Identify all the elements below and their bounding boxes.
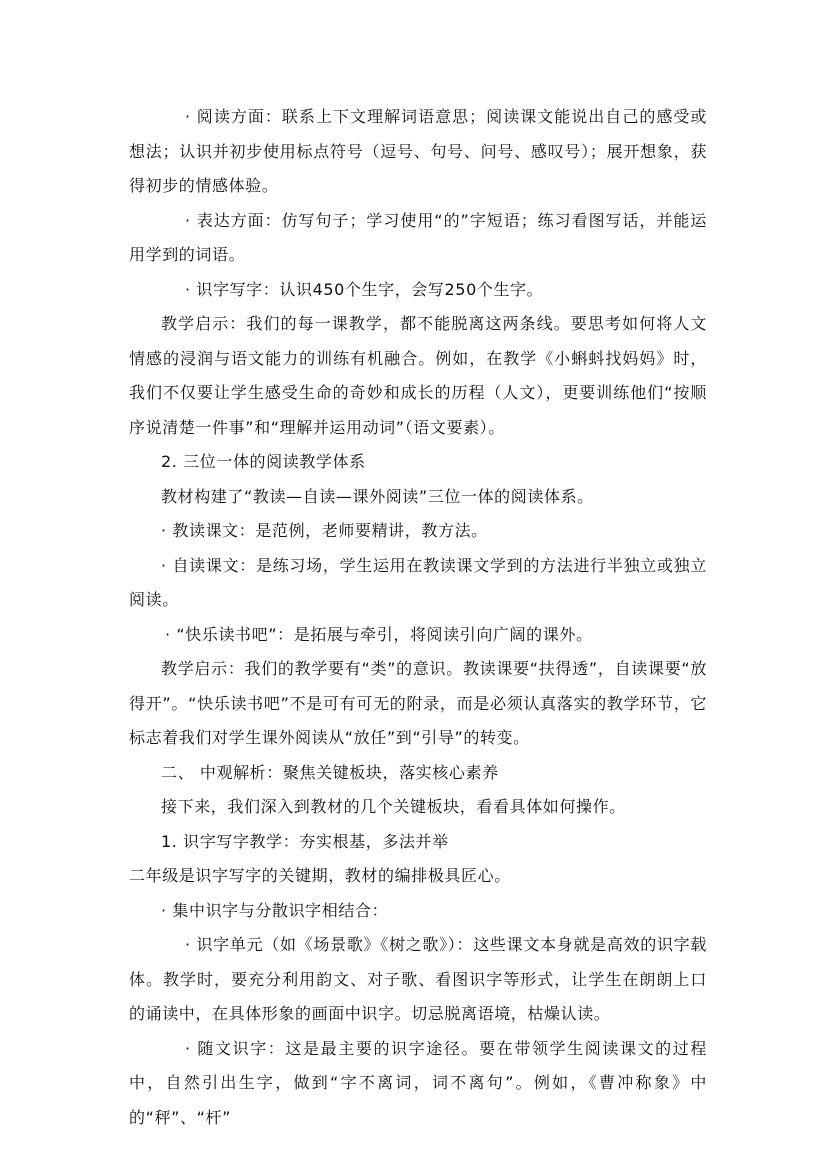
paragraph-intro-key-blocks: 接下来，我们深入到教材的几个关键板块，看看具体如何操作。: [161, 797, 626, 816]
list-item-self-reading: · 自读课文：是练习场，学生运用在教读课文学到的方法进行半独立或独立阅读。: [129, 555, 707, 609]
section-heading-meso-analysis: 二、 中观解析：聚焦关键板块，落实核心素养: [161, 762, 499, 782]
list-item-happy-reading: · “快乐读书吧”：是拓展与牵引，将阅读引向广阔的课外。: [165, 624, 593, 644]
paragraph-teaching-insight-2: 教学启示：我们的教学要有“类”的意识。教读课要“扶得透”，自读课要“放得开”。“快乐读书吧”不是可有可无的附录，而是必须认真落实的教学环节，它标志着我们对学生课外阅读从“放任”到“引导”的转变。: [129, 659, 707, 747]
list-item-guided-reading: · 教读课文：是范例，老师要精讲，教方法。: [161, 521, 488, 540]
section-heading-literacy-teaching: 1. 识字写字教学：夯实根基，多法并举: [161, 831, 449, 851]
list-item-literacy-units: · 识字单元（如《场景歌》《树之歌》）：这些课文本身就是高效的识字载体。教学时，要充分利用韵文、对子歌、看图识字等形式，让学生在朗朗上口的诵读中，在具体形象的画面中识字。切忌脱离语境，枯燥认读。: [129, 935, 707, 1023]
paragraph-grade-two-literacy: 二年级是识字写字的关键期，教材的编排极具匠心。: [129, 866, 511, 885]
paragraph-teaching-insight-1: 教学启示：我们的每一课教学，都不能脱离这两条线。要思考如何将人文情感的浸润与语文能力的训练有机融合。例如，在教学《小蝌蚪找妈妈》时，我们不仅要让学生感受生命的奇妙和成长的历程（人文），更要训练他们“按顺序说清楚一件事”和“理解并运用动词”（语文要素）。: [129, 314, 707, 437]
paragraph-expression-goals: · 表达方面：仿写句子；学习使用“的”字短语；练习看图写话，并能运用学到的词语。: [129, 210, 707, 264]
paragraph-literacy-goals: · 识字写字：认识450个生字，会写250个生字。: [185, 279, 544, 299]
paragraph-reading-goals: · 阅读方面：联系上下文理解词语意思；阅读课文能说出自己的感受或想法；认识并初步使用标点符号（逗号、句号、问号、感叹号）；展开想象，获得初步的情感体验。: [129, 107, 707, 195]
section-heading-reading-system: 2. 三位一体的阅读教学体系: [161, 452, 366, 471]
paragraph-reading-system: 教材构建了“教读—自读—课外阅读”三位一体的阅读体系。: [161, 486, 594, 506]
document-body: [129, 100, 707, 1135]
list-item-contextual-literacy: · 随文识字：这是最主要的识字途径。要在带领学生阅读课文的过程中，自然引出生字，做到“字不离词，词不离句”。例如，《曹冲称象》中的“秤”、“杆”: [129, 1038, 707, 1127]
list-item-combined-literacy: · 集中识字与分散识字相结合：: [161, 900, 389, 920]
